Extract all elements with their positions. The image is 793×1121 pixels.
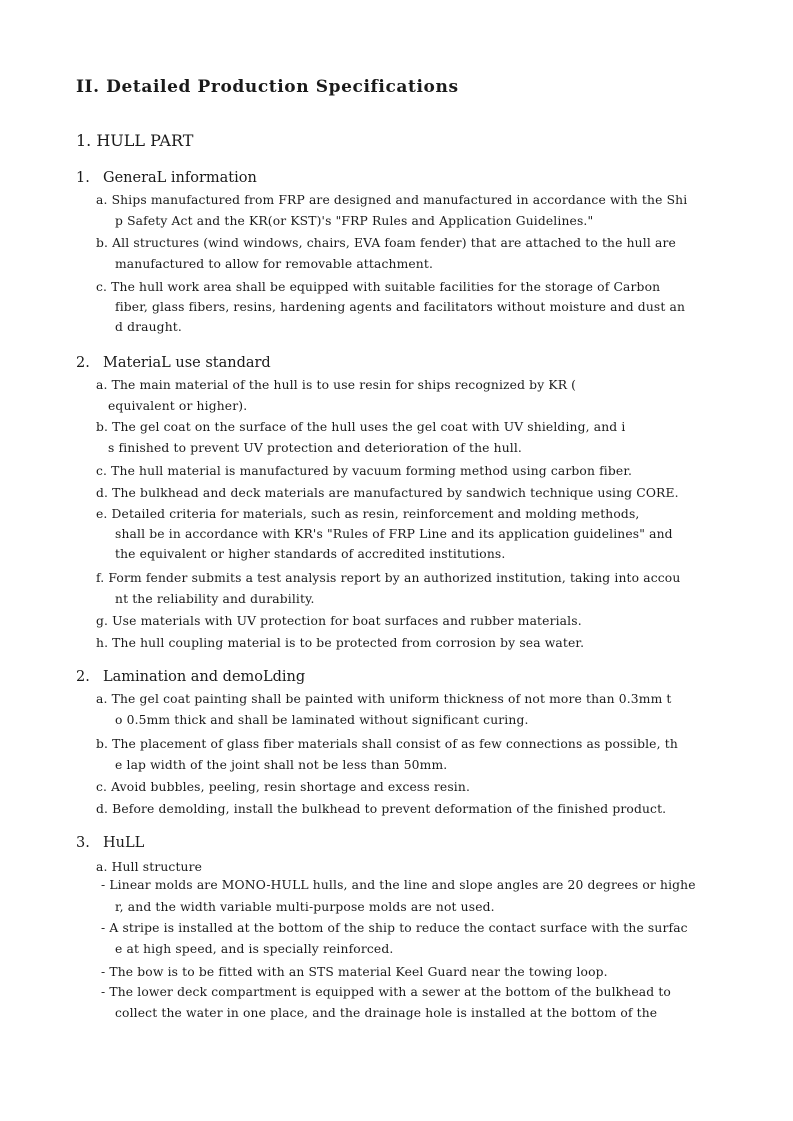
part-title: 1. HULL PART bbox=[76, 131, 194, 150]
paragraph-line: d. Before demolding, install the bulkhead to prevent deformation of the finished product. bbox=[96, 802, 667, 816]
paragraph-line: e. Detailed criteria for materials, such as resin, reinforcement and molding methods, bbox=[96, 507, 640, 521]
paragraph-line: f. Form fender submits a test analysis report by an authorized institution, taking into accou bbox=[96, 571, 681, 585]
paragraph-line: b. The gel coat on the surface of the hull uses the gel coat with UV shielding, and i bbox=[96, 420, 626, 434]
paragraph-line: - Linear molds are MONO-HULL hulls, and the line and slope angles are 20 degrees or highe bbox=[101, 878, 696, 892]
paragraph-line: - The lower deck compartment is equipped with a sewer at the bottom of the bulkhead to bbox=[101, 985, 671, 999]
paragraph-line: d. The bulkhead and deck materials are manufactured by sandwich technique using CORE. bbox=[96, 486, 679, 500]
section-number: 2. bbox=[76, 355, 90, 371]
paragraph-line: r, and the width variable multi-purpose molds are not used. bbox=[115, 900, 495, 914]
chapter-title: II. Detailed Production Specifications bbox=[76, 77, 459, 97]
paragraph-line: c. The hull material is manufactured by vacuum forming method using carbon fiber. bbox=[96, 464, 633, 478]
section-number: 2. bbox=[76, 669, 90, 685]
paragraph-line: p Safety Act and the KR(or KST)'s "FRP Rules and Application Guidelines." bbox=[115, 214, 594, 228]
section-number: 3. bbox=[76, 835, 90, 851]
paragraph-line: g. Use materials with UV protection for boat surfaces and rubber materials. bbox=[96, 614, 582, 628]
paragraph-line: e at high speed, and is specially reinforced. bbox=[115, 942, 394, 956]
section-title: MateriaL use standard bbox=[103, 355, 271, 371]
paragraph-line: b. All structures (wind windows, chairs, EVA foam fender) that are attached to the hull are bbox=[96, 236, 676, 250]
section-title: Lamination and demoLding bbox=[103, 669, 306, 685]
paragraph-line: fiber, glass fibers, resins, hardening agents and facilitators without moisture and dust an bbox=[115, 300, 686, 314]
paragraph-line: c. Avoid bubbles, peeling, resin shortage and excess resin. bbox=[96, 780, 471, 794]
paragraph-line: c. The hull work area shall be equipped with suitable facilities for the storage of Carbon bbox=[96, 280, 661, 294]
section-title: GeneraL information bbox=[103, 170, 257, 186]
paragraph-line: h. The hull coupling material is to be protected from corrosion by sea water. bbox=[96, 636, 585, 650]
paragraph-line: equivalent or higher). bbox=[108, 399, 248, 413]
section-heading bbox=[76, 669, 305, 685]
paragraph-line: e lap width of the joint shall not be less than 50mm. bbox=[115, 758, 448, 772]
paragraph-line: manufactured to allow for removable attachment. bbox=[115, 257, 434, 271]
paragraph-line: b. The placement of glass fiber materials shall consist of as few connections as possible, th bbox=[96, 737, 678, 751]
paragraph-line: shall be in accordance with KR's "Rules of FRP Line and its application guidelines" and bbox=[115, 527, 673, 541]
section-heading bbox=[76, 835, 144, 851]
paragraph-line: o 0.5mm thick and shall be laminated without significant curing. bbox=[115, 713, 529, 727]
paragraph-line: d draught. bbox=[115, 320, 182, 334]
paragraph-line: a. Hull structure bbox=[96, 860, 203, 874]
paragraph-line: - A stripe is installed at the bottom of the ship to reduce the contact surface with the surfac bbox=[101, 921, 688, 935]
paragraph-line: s finished to prevent UV protection and deterioration of the hull. bbox=[108, 441, 522, 455]
paragraph-line: nt the reliability and durability. bbox=[115, 592, 315, 606]
section-number: 1. bbox=[76, 170, 90, 186]
paragraph-line: a. The main material of the hull is to use resin for ships recognized by KR ( bbox=[96, 378, 577, 392]
paragraph-line: a. The gel coat painting shall be painted with uniform thickness of not more than 0.3mm t bbox=[96, 692, 672, 706]
paragraph-line: the equivalent or higher standards of accredited institutions. bbox=[115, 547, 506, 561]
paragraph-line: collect the water in one place, and the drainage hole is installed at the bottom of the bbox=[115, 1006, 658, 1020]
section-title: HuLL bbox=[103, 835, 145, 851]
section-heading bbox=[76, 355, 271, 371]
paragraph-line: a. Ships manufactured from FRP are designed and manufactured in accordance with the Shi bbox=[96, 193, 688, 207]
section-heading bbox=[76, 170, 257, 186]
paragraph-line: - The bow is to be fitted with an STS material Keel Guard near the towing loop. bbox=[101, 965, 608, 979]
